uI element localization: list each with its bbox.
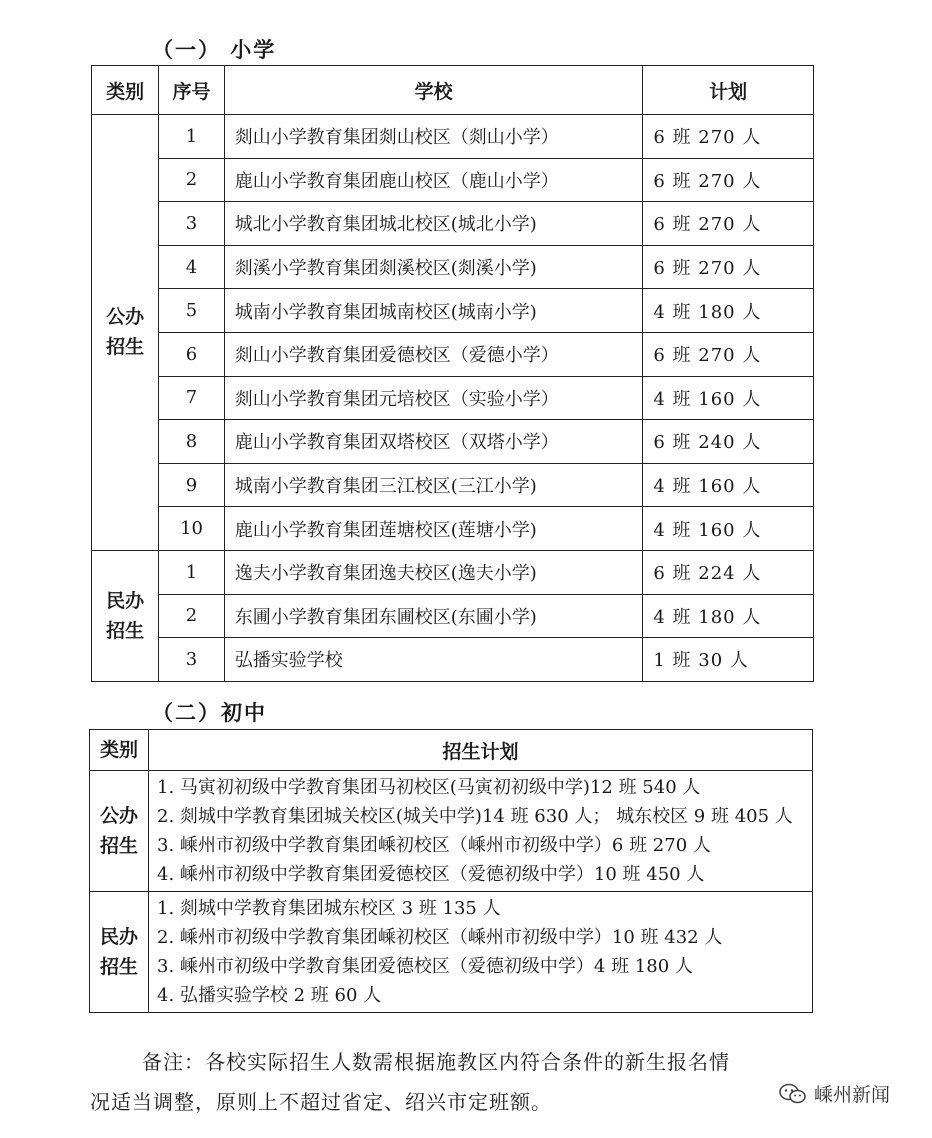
plan-cell: 4 班 180 人: [643, 289, 814, 333]
plan-cell: 6 班 270 人: [643, 202, 814, 246]
plan-cell: 4 班 180 人: [643, 594, 814, 638]
plan-item: 4. 弘播实验学校 2 班 60 人: [157, 985, 382, 1006]
plan-item: 1. 剡城中学教育集团城东校区 3 班 135 人: [157, 898, 501, 919]
header-category: 类别: [92, 66, 159, 115]
plan-cell: 4 班 160 人: [643, 376, 814, 420]
table-row: [92, 289, 814, 333]
table-row: [92, 550, 814, 594]
school-cell: 东圃小学教育集团东圃校区(东圃小学): [224, 594, 643, 638]
table-header-row: [92, 66, 814, 115]
number-cell: 1: [159, 550, 225, 594]
plan-cell: 6 班 270 人: [643, 115, 814, 159]
table-row: [92, 202, 814, 246]
table-row: [92, 158, 814, 202]
number-cell: 1: [159, 115, 225, 159]
plan-cell: 6 班 270 人: [643, 158, 814, 202]
number-cell: 6: [159, 332, 225, 376]
table-row: [92, 638, 814, 682]
category-cell: [90, 892, 149, 1013]
header-number: 序号: [159, 66, 225, 115]
table-row: [90, 892, 813, 1013]
plan-item: 4. 嵊州市初级中学教育集团爱德校区（爱德初级中学）10 班 450 人: [157, 864, 705, 885]
watermark-text: 嵊州新闻: [814, 1084, 891, 1106]
table-row: [92, 376, 814, 420]
header-category: 类别: [90, 730, 149, 771]
table-row: [92, 420, 814, 464]
number-cell: 9: [159, 463, 225, 507]
table-header-row: [90, 730, 813, 771]
plan-cell: [149, 771, 813, 892]
table-row: [90, 771, 813, 892]
plan-cell: 6 班 240 人: [643, 420, 814, 464]
header-plan: 计划: [643, 66, 814, 115]
school-cell: 剡山小学教育集团元培校区（实验小学）: [224, 376, 643, 420]
wechat-icon: [778, 1082, 808, 1106]
plan-cell: 6 班 270 人: [643, 332, 814, 376]
plan-item: 3. 嵊州市初级中学教育集团爱德校区（爱德初级中学）4 班 180 人: [157, 956, 693, 977]
number-cell: 2: [159, 158, 225, 202]
school-cell: 城南小学教育集团城南校区(城南小学): [224, 289, 643, 333]
category-line: 公办: [99, 805, 138, 827]
table-row: [92, 332, 814, 376]
plan-cell: 6 班 270 人: [643, 245, 814, 289]
watermark: [778, 1080, 890, 1107]
remark-line-2: 况适当调整，原则上不超过省定、绍兴市定班额。: [90, 1090, 552, 1114]
number-cell: 2: [159, 594, 225, 638]
plan-cell: 4 班 160 人: [643, 463, 814, 507]
table-row: [92, 115, 814, 159]
plan-item: 1. 马寅初初级中学教育集团马初校区(马寅初初级中学)12 班 540 人: [157, 777, 701, 798]
category-cell: [92, 550, 159, 681]
plan-cell: 1 班 30 人: [643, 638, 814, 682]
plan-item: 3. 嵊州市初级中学教育集团嵊初校区（嵊州市初级中学）6 班 270 人: [157, 835, 711, 856]
school-cell: 剡山小学教育集团爱德校区（爱德小学）: [224, 332, 643, 376]
table-row: [92, 594, 814, 638]
number-cell: 7: [159, 376, 225, 420]
school-cell: 逸夫小学教育集团逸夫校区(逸夫小学): [224, 550, 643, 594]
school-cell: 鹿山小学教育集团双塔校区（双塔小学）: [224, 420, 643, 464]
number-cell: 4: [159, 245, 225, 289]
category-line: 民办: [106, 589, 145, 612]
remark-line-1: 备注：各校实际招生人数需根据施教区内符合条件的新生报名情: [142, 1050, 730, 1074]
category-line: 招生: [99, 835, 138, 857]
plan-cell: 6 班 224 人: [643, 550, 814, 594]
school-cell: 鹿山小学教育集团鹿山校区（鹿山小学）: [224, 158, 643, 202]
category-line: 招生: [106, 336, 145, 359]
school-cell: 城北小学教育集团城北校区(城北小学): [224, 202, 643, 246]
category-line: 民办: [99, 926, 138, 948]
table-row: [92, 463, 814, 507]
number-cell: 3: [159, 638, 225, 682]
category-line: 公办: [106, 306, 145, 329]
header-school: 学校: [224, 66, 643, 115]
school-cell: 剡溪小学教育集团剡溪校区(剡溪小学): [224, 245, 643, 289]
number-cell: 10: [159, 507, 225, 551]
school-cell: 弘播实验学校: [224, 638, 643, 682]
category-cell: [90, 771, 149, 892]
table-row: [92, 507, 814, 551]
number-cell: 5: [159, 289, 225, 333]
primary-school-table: [91, 65, 814, 682]
middle-school-table: [89, 729, 813, 1013]
section1-title: （一） 小学: [152, 37, 277, 62]
category-line: 招生: [106, 619, 145, 642]
remark-note: [90, 1042, 840, 1122]
section2-title: （二）初中: [152, 700, 267, 725]
header-enrollment-plan: 招生计划: [149, 730, 813, 771]
plan-cell: [149, 892, 813, 1013]
number-cell: 8: [159, 420, 225, 464]
plan-item: 2. 嵊州市初级中学教育集团嵊初校区（嵊州市初级中学）10 班 432 人: [157, 927, 723, 948]
category-cell: [92, 115, 159, 551]
number-cell: 3: [159, 202, 225, 246]
table-row: [92, 245, 814, 289]
school-cell: 剡山小学教育集团剡山校区（剡山小学）: [224, 115, 643, 159]
school-cell: 鹿山小学教育集团莲塘校区(莲塘小学): [224, 507, 643, 551]
school-cell: 城南小学教育集团三江校区(三江小学): [224, 463, 643, 507]
plan-item: 2. 剡城中学教育集团城关校区(城关中学)14 班 630 人； 城东校区 9 班 405 人: [157, 806, 793, 827]
category-line: 招生: [99, 956, 138, 978]
plan-cell: 4 班 160 人: [643, 507, 814, 551]
